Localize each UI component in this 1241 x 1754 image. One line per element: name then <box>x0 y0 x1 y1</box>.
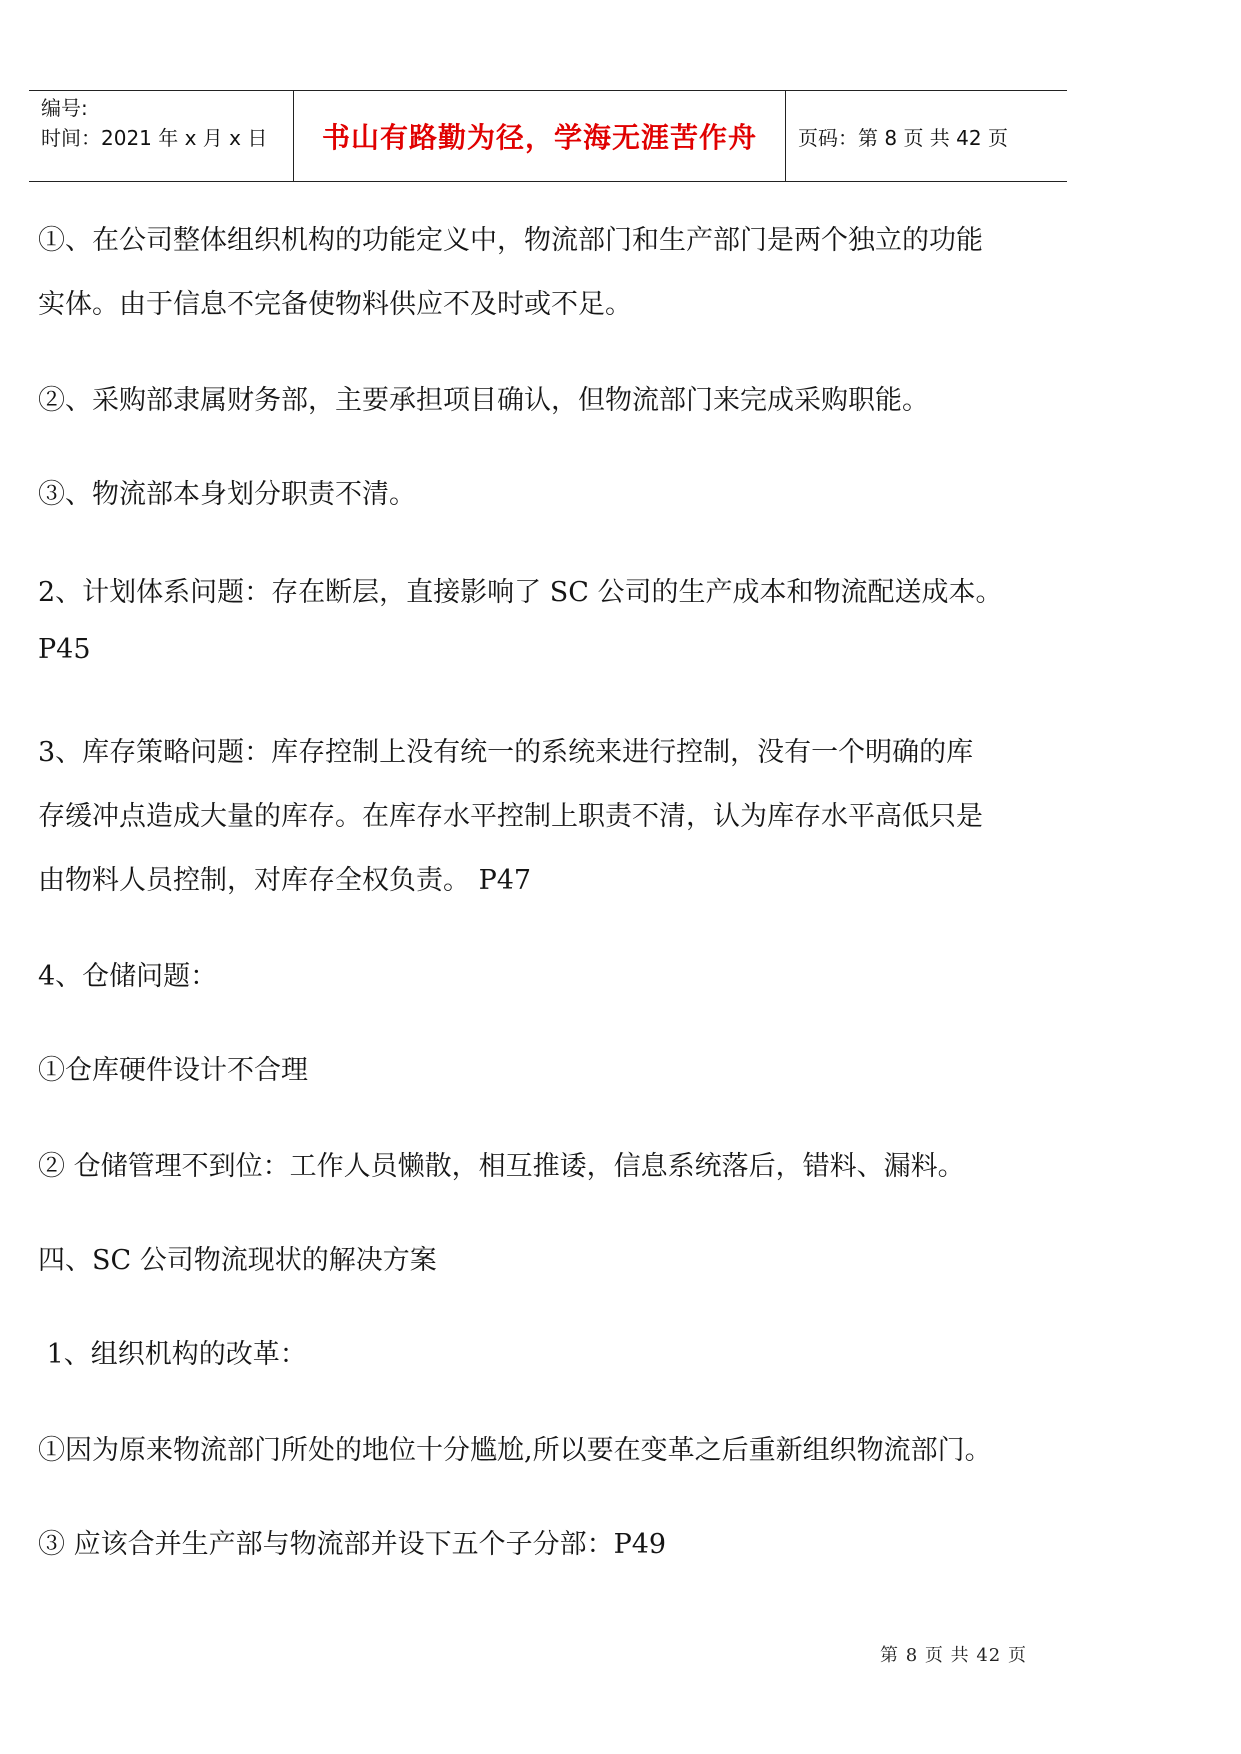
paragraph-line: 存缓冲点造成大量的库存。在库存水平控制上职责不清，认为库存水平高低只是 <box>38 801 983 832</box>
paragraph: 4、仓储问题： <box>38 961 218 992</box>
paragraph: ②、采购部隶属财务部，主要承担项目确认，但物流部门来完成采购职能。 <box>38 385 929 416</box>
subsection-heading: 1、组织机构的改革： <box>38 1339 307 1370</box>
paragraph-line: 由物料人员控制，对库存全权负责。 P47 <box>38 865 532 896</box>
paragraph: ①因为原来物流部门所处的地位十分尴尬,所以要在变革之后重新组织物流部门。 <box>38 1435 992 1466</box>
date-label: 时间：2021 年 x 月 x 日 <box>41 126 268 150</box>
paragraph-line: P45 <box>38 634 91 665</box>
header-meta <box>29 91 294 181</box>
document-header <box>29 90 1067 182</box>
paragraph: ③ 应该合并生产部与物流部并设下五个子分部：P49 <box>38 1529 667 1560</box>
section-heading: 四、SC 公司物流现状的解决方案 <box>38 1245 437 1276</box>
paragraph-line: ①、在公司整体组织机构的功能定义中，物流部门和生产部门是两个独立的功能 <box>38 225 983 256</box>
paragraph: ③、物流部本身划分职责不清。 <box>38 479 416 510</box>
page-footer: 第 8 页 共 42 页 <box>880 1645 1027 1666</box>
paragraph-line: 实体。由于信息不完备使物料供应不及时或不足。 <box>38 289 632 320</box>
paragraph: ② 仓储管理不到位：工作人员懒散，相互推诿，信息系统落后，错料、漏料。 <box>38 1151 965 1182</box>
header-page-cell <box>786 91 1067 181</box>
number-label: 编号: <box>41 96 88 120</box>
paragraph: ①仓库硬件设计不合理 <box>38 1055 308 1086</box>
paragraph-line: 2、计划体系问题：存在断层，直接影响了 SC 公司的生产成本和物流配送成本。 <box>38 577 1003 608</box>
paragraph-line: 3、库存策略问题：库存控制上没有统一的系统来进行控制，没有一个明确的库 <box>38 737 974 768</box>
header-motto-cell <box>294 91 786 181</box>
page-info: 页码：第 8 页 共 42 页 <box>798 125 1008 150</box>
motto: 书山有路勤为径，学海无涯苦作舟 <box>321 121 757 154</box>
